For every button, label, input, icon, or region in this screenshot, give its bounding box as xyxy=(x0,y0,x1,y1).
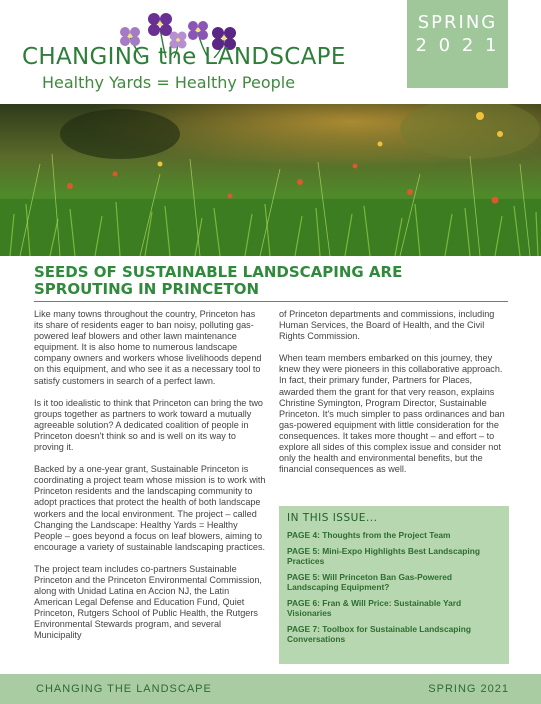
issue-link-page-7[interactable]: PAGE 7: Toolbox for Sustainable Landscaping Conversations xyxy=(287,624,471,644)
in-this-issue-heading: IN THIS ISSUE... xyxy=(287,512,378,524)
issue-link-page-4[interactable]: PAGE 4: Thoughts from the Project Team xyxy=(287,530,451,540)
article-paragraph: Backed by a one-year grant, Sustainable Princeton is coordinating a project team whose mission is to work with Princeton residents and the landscaping community to adopt practices that protect the health of both landscape workers and the local environment. The project – called Changing the Landscape: Healthy Yards = Healthy People – goes beyond a focus on leaf blowers, aiming to encourage a variety of sustainable landscaping practices. xyxy=(34,464,266,552)
article-paragraph: Like many towns throughout the country, Princeton has its share of residents eager to ban noisy, polluting gas-powered leaf blowers and other lawn maintenance equipment. It is also home to numerous landscape company owners and workers whose livelihoods depend on this equipment, and who see it as a necessary tool to satisfy customers in search of a perfect lawn. xyxy=(34,309,262,386)
article-headline: SEEDS OF SUSTAINABLE LANDSCAPING ARE SPROUTING IN PRINCETON xyxy=(34,263,403,298)
in-this-issue-box xyxy=(279,506,509,664)
issue-link-page-5-expo[interactable]: PAGE 5: Mini-Expo Highlights Best Landscaping Practices xyxy=(287,546,480,566)
footer-newsletter-name: CHANGING THE LANDSCAPE xyxy=(36,683,212,695)
article-paragraph: Is it too idealistic to think that Princeton can bring the two groups together as partners to work toward a mutually agreeable solution? A dedicated coalition of people in Princeton doesn't think so and is well on its way to proving it. xyxy=(34,397,263,453)
page-footer xyxy=(0,674,541,704)
article-paragraph: The project team includes co-partners Sustainable Princeton and the Princeton Environmental Commission, along with Unidad Latina en Accion NJ, the Latin American Legal Defense and Education Fund, Quiet Princeton, Rutgers School of Public Health, the Rutgers Environmental Stewards program, and several Municipality xyxy=(34,563,262,641)
masthead-title: CHANGING the LANDSCAPE xyxy=(22,44,346,70)
headline-divider xyxy=(34,301,508,302)
article-paragraph: When team members embarked on this journey, they knew they were pioneers in this collaborative approach. In fact, their primary funder, Partners for Places, awarded them the grant for that very reason, explains Christine Symington, Program Director, Sustainable Princeton. It's much simpler to pass ordinances and ban gas-powered equipment with little consideration for the consequences. It takes more thought – and effort – to explore all sides of this complex issue and consider not only the health and environmental benefits, but the financial consequences as well. xyxy=(279,353,505,475)
footer-issue-date: SPRING 2021 xyxy=(428,683,509,695)
issue-link-page-6[interactable]: PAGE 6: Fran & Will Price: Sustainable Yard Visionaries xyxy=(287,598,462,618)
issue-link-page-5-ban[interactable]: PAGE 5: Will Princeton Ban Gas-Powered Landscaping Equipment? xyxy=(287,572,452,592)
masthead-subtitle: Healthy Yards = Healthy People xyxy=(42,73,296,92)
season-tab xyxy=(407,0,508,88)
season-label: SPRING xyxy=(417,12,498,33)
article-column-left xyxy=(34,309,266,653)
article-column-right xyxy=(279,309,509,486)
season-year: 2 0 2 1 xyxy=(415,35,500,56)
masthead xyxy=(0,0,541,104)
article-paragraph: of Princeton departments and commissions, including Human Services, the Board of Health, and the Civil Rights Commission. xyxy=(279,309,495,342)
hero-photo-lawn xyxy=(0,104,541,256)
